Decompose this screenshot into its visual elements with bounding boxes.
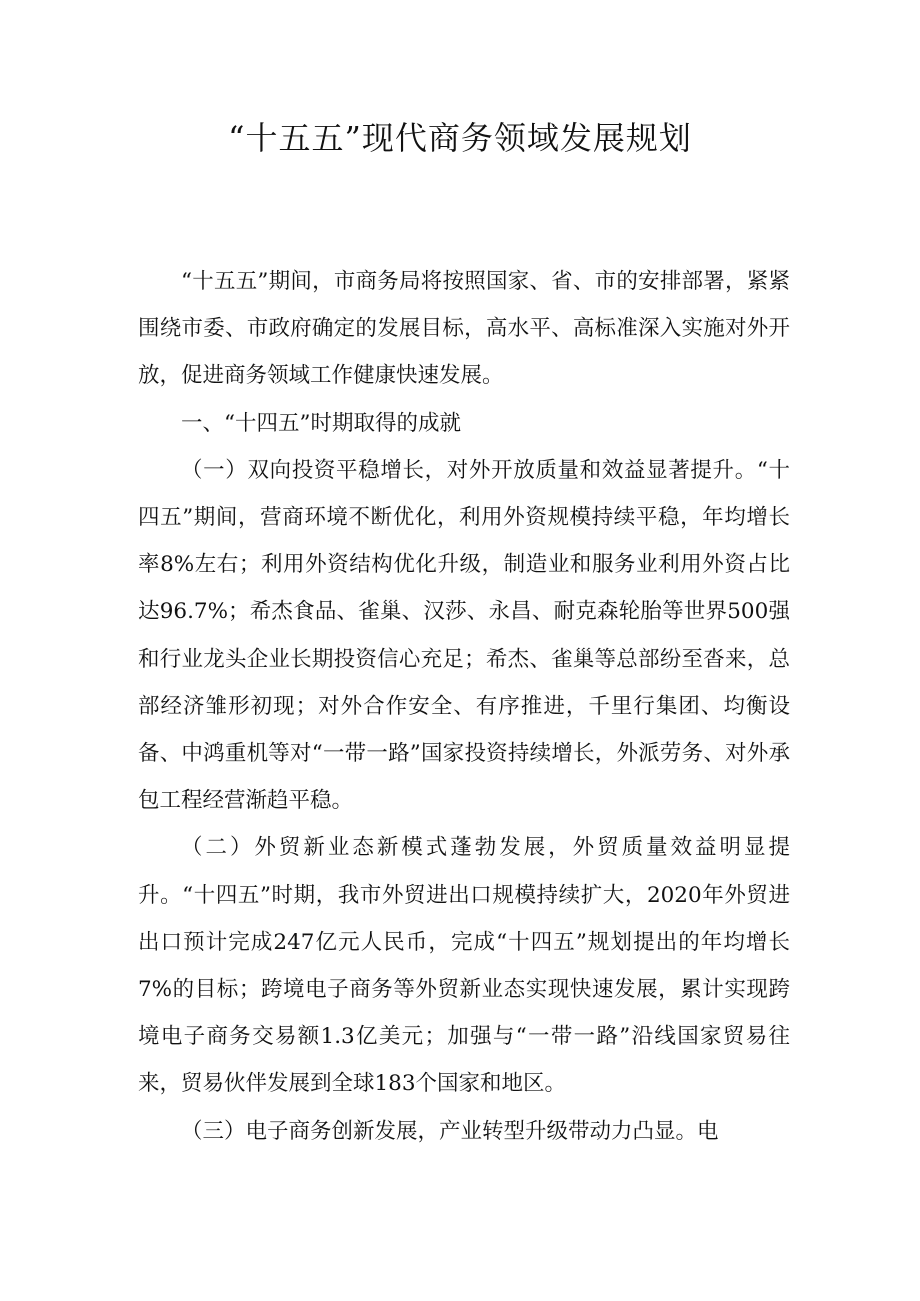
- section-heading-achievements: 一、“十四五”时期取得的成就: [181, 410, 461, 436]
- paragraph-investment: （一）双向投资平稳增长，对外开放质量和效益显著提升。“十四五”期间，营商环境不断优化，利用外资规模持续平稳，年均增长率8%左右；利用外资结构优化升级，制造业和服务业利用外资占比达96.7%；希杰食品、雀巢、汉莎、永昌、耐克森轮胎等世界500强和行业龙头企业长期投资信心充足；希杰、雀巢等总部纷至沓来，总部经济雏形初现；对外合作安全、有序推进，千里行集团、均衡设备、中鸿重机等对“一带一路”国家投资持续增长，外派劳务、对外承包工程经营渐趋平稳。: [138, 457, 790, 814]
- intro-paragraph: “十五五”期间，市商务局将按照国家、省、市的安排部署，紧紧围绕市委、市政府确定的发展目标，高水平、高标准深入实施对外开放，促进商务领域工作健康快速发展。: [138, 269, 790, 389]
- document-title: “十五五”现代商务领域发展规划: [228, 119, 692, 157]
- document-body: [138, 258, 790, 1155]
- paragraph-foreign-trade: （二）外贸新业态新模式蓬勃发展，外贸质量效益明显提升。“十四五”时期，我市外贸进出口规模持续扩大，2020年外贸进出口预计完成247亿元人民币，完成“十四五”规划提出的年均增长7%的目标；跨境电子商务等外贸新业态实现快速发展，累计实现跨境电子商务交易额1.3亿美元；加强与“一带一路”沿线国家贸易往来，贸易伙伴发展到全球183个国家和地区。: [138, 835, 790, 1097]
- paragraph-ecommerce: （三）电子商务创新发展，产业转型升级带动力凸显。电: [181, 1118, 719, 1144]
